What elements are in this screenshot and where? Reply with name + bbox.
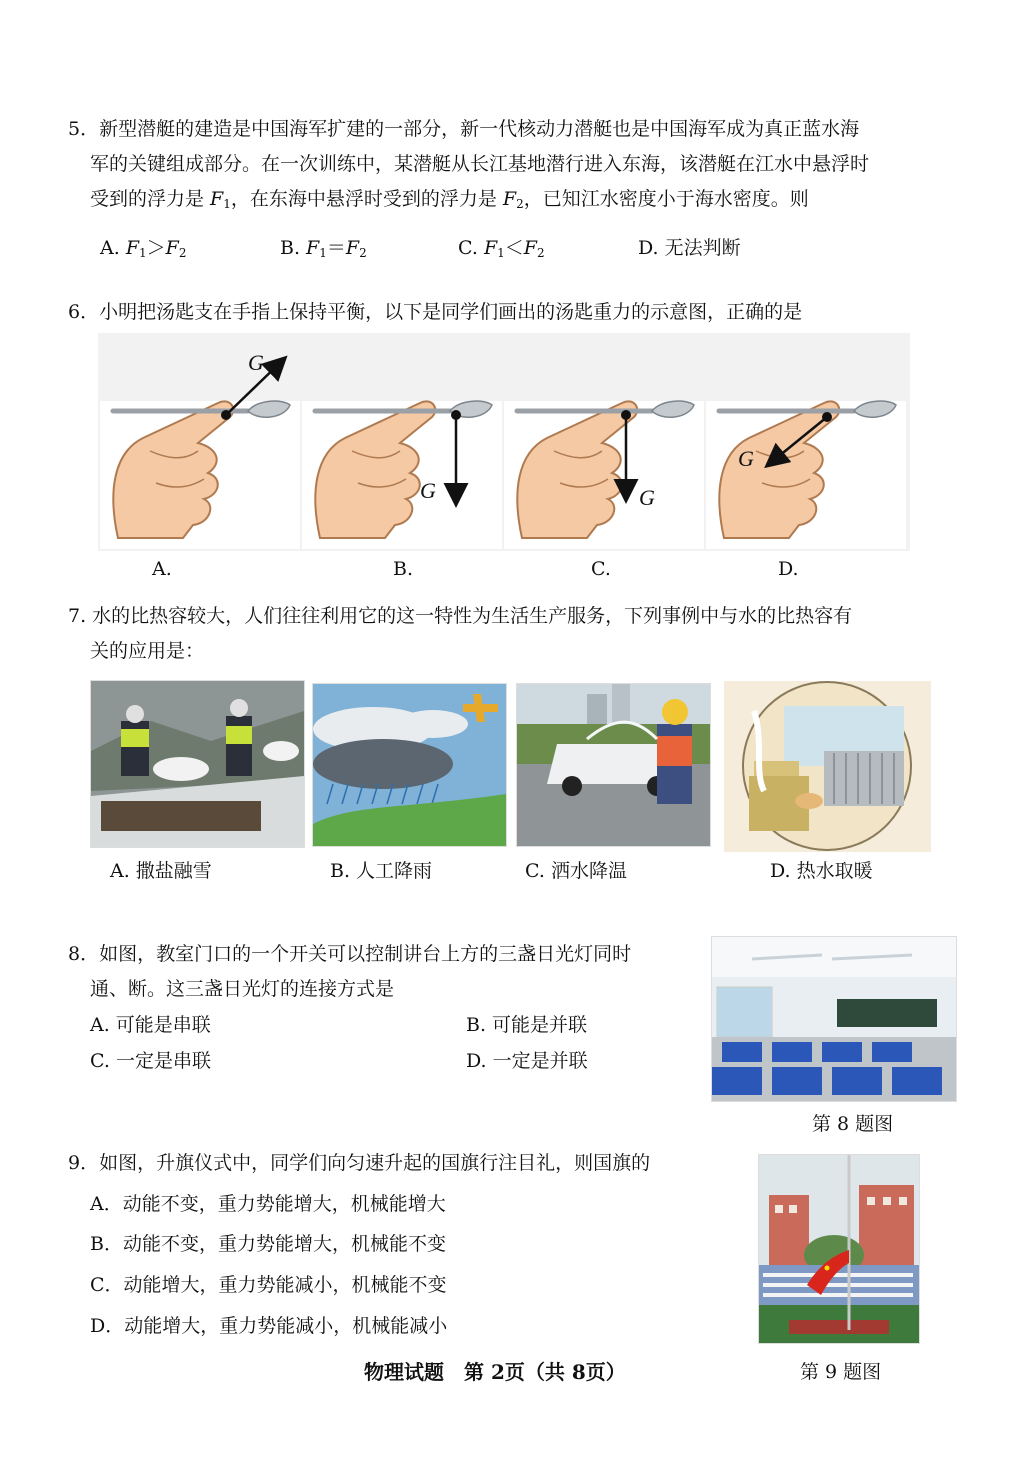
q6-caption-c: C. xyxy=(591,558,611,580)
q9-option-b: B．动能不变，重力势能增大，机械能不变 xyxy=(90,1233,446,1255)
force-label: G xyxy=(738,446,754,471)
q5-option-b: B. $F_1=F_2$ xyxy=(280,237,367,260)
q5-option-a: A. $F_1>F_2$ xyxy=(100,237,187,260)
q5-option-d: D. 无法判断 xyxy=(638,237,741,259)
q8-line2: 通、断。这三盏日光灯的连接方式是 xyxy=(90,978,395,1000)
q7-caption-a: A. 撒盐融雪 xyxy=(110,860,212,882)
q9-figure-caption: 第 9 题图 xyxy=(800,1361,882,1383)
q7-line2: 关的应用是： xyxy=(90,640,205,662)
q9-photo-flag-raising xyxy=(758,1154,920,1344)
page-footer: 物理试题 第 2页（共 8页） xyxy=(364,1360,626,1384)
q6-caption-b: B. xyxy=(393,558,414,580)
q8-option-c: C. 一定是串联 xyxy=(90,1050,211,1072)
q7-caption-d: D. 热水取暖 xyxy=(770,860,873,882)
q8-option-d: D. 一定是并联 xyxy=(466,1050,588,1072)
q5-option-c: C. $F_1<F_2$ xyxy=(458,237,545,260)
q9-stem: 9．如图，升旗仪式中，同学们向匀速升起的国旗行注目礼，则国旗的 xyxy=(68,1152,651,1174)
q5-line2: 军的关键组成部分。在一次训练中，某潜艇从长江基地潜行进入东海，该潜艇在江水中悬浮时 xyxy=(90,153,870,175)
q6-caption-d: D. xyxy=(778,558,799,580)
q6-caption-a: A. xyxy=(152,558,172,580)
q5-line1: 5．新型潜艇的建造是中国海军扩建的一部分，新一代核动力潜艇也是中国海军成为真正蓝水海 xyxy=(68,118,860,140)
q6-spoon-figure xyxy=(98,333,910,551)
q7-photo-sprinkling-water xyxy=(516,683,711,847)
q5-line3: 受到的浮力是 $F_1$，在东海中悬浮时受到的浮力是 $F_2$，已知江水密度小于海水密度。则 xyxy=(90,188,809,211)
q8-option-b: B. 可能是并联 xyxy=(466,1014,588,1036)
q8-figure-caption: 第 8 题图 xyxy=(812,1113,894,1135)
q7-photo-salt-snow xyxy=(90,680,305,848)
q7-photo-artificial-rain xyxy=(312,683,507,847)
q8-photo-classroom xyxy=(711,936,957,1102)
q7-caption-b: B. 人工降雨 xyxy=(330,860,433,882)
force-label: G xyxy=(248,350,264,375)
q9-option-d: D．动能增大，重力势能减小，机械能减小 xyxy=(90,1315,448,1337)
force-label: G xyxy=(639,485,655,510)
q9-option-c: C．动能增大，重力势能减小，机械能不变 xyxy=(90,1274,447,1296)
q6-stem: 6．小明把汤匙支在手指上保持平衡，以下是同学们画出的汤匙重力的示意图，正确的是 xyxy=(68,301,803,323)
q7-caption-c: C. 洒水降温 xyxy=(525,860,627,882)
q9-option-a: A．动能不变，重力势能增大，机械能增大 xyxy=(90,1193,446,1215)
q8-option-a: A. 可能是串联 xyxy=(90,1014,211,1036)
force-label: G xyxy=(420,478,436,503)
q7-line1: 7. 水的比热容较大，人们往往利用它的这一特性为生活生产服务，下列事例中与水的比热容有 xyxy=(68,605,853,627)
q7-photo-hot-water-heating xyxy=(724,681,931,852)
q8-line1: 8．如图，教室门口的一个开关可以控制讲台上方的三盏日光灯同时 xyxy=(68,943,632,965)
